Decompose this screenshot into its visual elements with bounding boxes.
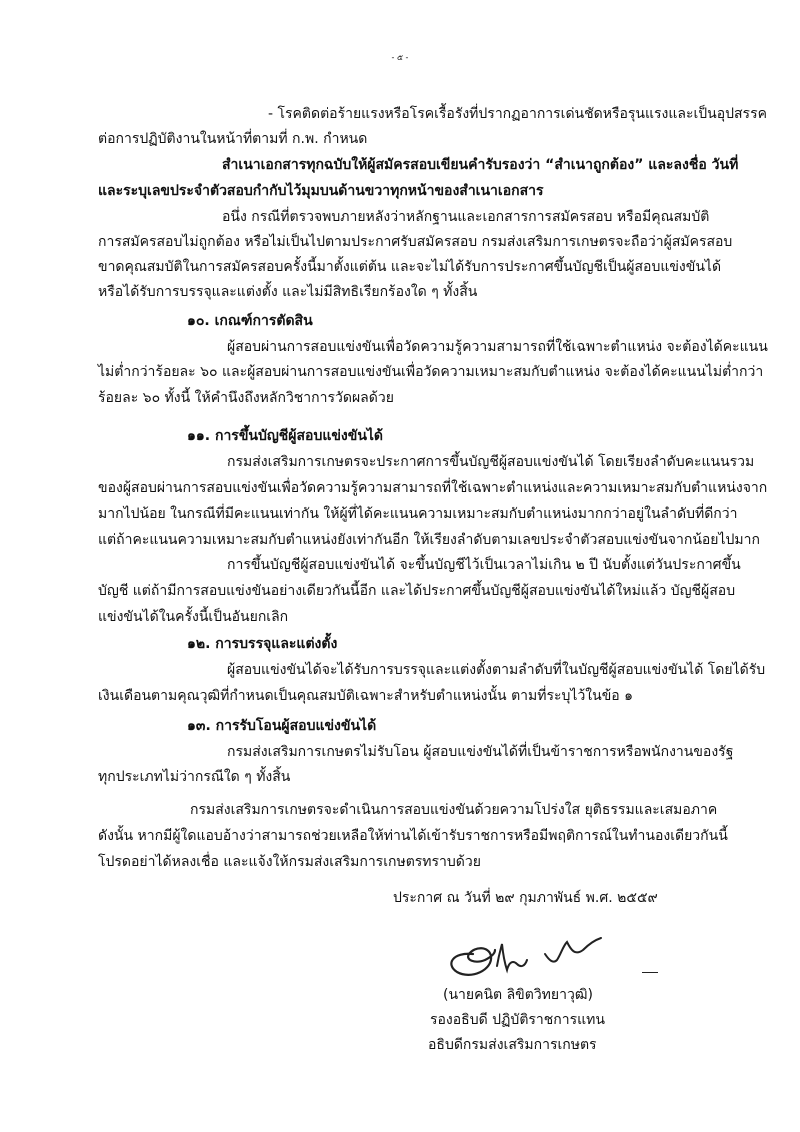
text-line: ต่อการปฏิบัติงานในหน้าที่ตามที่ ก.พ. กำหนด bbox=[98, 131, 368, 147]
text-line: กรมส่งเสริมการเกษตรไม่รับโอน ผู้สอบแข่งขันได้ที่เป็นข้าราชการหรือพนักงานของรัฐ bbox=[227, 744, 734, 760]
text-line: มากไปน้อย ในกรณีที่มีคะแนนเท่ากัน ให้ผู้ที่ได้คะแนนความเหมาะสมกับตำแหน่งมากกว่าอยู่ในลำดับที่ดีกว่า bbox=[98, 506, 738, 522]
text-line: แข่งขันได้ในครั้งนี้เป็นอันยกเลิก bbox=[98, 609, 289, 625]
signatory-organization: อธิบดีกรมส่งเสริมการเกษตร bbox=[428, 1037, 597, 1053]
text-line: ผู้สอบแข่งขันได้จะได้รับการบรรจุและแต่งตั้งตามลำดับที่ในบัญชีผู้สอบแข่งขันได้ โดยได้รับ bbox=[227, 662, 766, 678]
text-line: อนึ่ง กรณีที่ตรวจพบภายหลังว่าหลักฐานและเอกสารการสมัครสอบ หรือมีคุณสมบัติ bbox=[222, 209, 710, 225]
text-line: ผู้สอบผ่านการสอบแข่งขันเพื่อวัดความรู้ความสามารถที่ใช้เฉพาะตำแหน่ง จะต้องได้คะแนน bbox=[227, 339, 768, 355]
section-heading-10: ๑๐. เกณฑ์การตัดสิน bbox=[187, 313, 313, 329]
signature-underline bbox=[642, 972, 658, 973]
text-line: หรือได้รับการบรรจุและแต่งตั้ง และไม่มีสิทธิเรียกร้องใด ๆ ทั้งสิ้น bbox=[98, 284, 478, 300]
text-line: ของผู้สอบผ่านการสอบแข่งขันเพื่อวัดความรู้ความสามารถที่ใช้เฉพาะตำแหน่งและความเหมาะสมกับตำแหน่งจาก bbox=[98, 480, 768, 496]
text-line: กรมส่งเสริมการเกษตรจะดำเนินการสอบแข่งขันด้วยความโปร่งใส ยุติธรรมและเสมอภาค bbox=[190, 802, 718, 818]
bold-text-line: สำเนาเอกสารทุกฉบับให้ผู้สมัครสอบเขียนคำรับรองว่า “สำเนาถูกต้อง” และลงชื่อ วันที่ bbox=[222, 157, 739, 173]
text-line: การขึ้นบัญชีผู้สอบแข่งขันได้ จะขึ้นบัญชีไว้เป็นเวลาไม่เกิน ๒ ปี นับตั้งแต่วันประกาศขึ้น bbox=[227, 557, 741, 573]
text-line: ดังนั้น หากมีผู้ใดแอบอ้างว่าสามารถช่วยเหลือให้ท่านได้เข้ารับราชการหรือมีพฤติการณ์ในทำนองเดียวกันนี้ bbox=[98, 828, 728, 844]
signatory-title: รองอธิบดี ปฏิบัติราชการแทน bbox=[430, 1012, 605, 1028]
text-line: กรมส่งเสริมการเกษตรจะประกาศการขึ้นบัญชีผู้สอบแข่งขันได้ โดยเรียงลำดับคะแนนรวม bbox=[227, 454, 755, 470]
handwritten-signature bbox=[435, 920, 625, 982]
text-line: ไม่ต่ำกว่าร้อยละ ๖๐ และผู้สอบผ่านการสอบแข่งขันเพื่อวัดความเหมาะสมกับตำแหน่ง จะต้องได้คะแนนไม่ต่ำกว่า bbox=[98, 364, 764, 380]
text-line: ขาดคุณสมบัติในการสมัครสอบครั้งนี้มาตั้งแต่ต้น และจะไม่ได้รับการประกาศขึ้นบัญชีเป็นผู้สอบแข่งขันได้ bbox=[98, 259, 722, 275]
section-heading-12: ๑๒. การบรรจุและแต่งตั้ง bbox=[187, 636, 338, 652]
text-line: การสมัครสอบไม่ถูกต้อง หรือไม่เป็นไปตามประกาศรับสมัครสอบ กรมส่งเสริมการเกษตรจะถือว่าผู้สมัครสอบ bbox=[98, 234, 733, 250]
text-line: - โรคติดต่อร้ายแรงหรือโรคเรื้อรังที่ปรากฏอาการเด่นชัดหรือรุนแรงและเป็นอุปสรรค bbox=[268, 106, 767, 122]
signatory-name: (นายคนิต ลิขิตวิทยาวุฒิ) bbox=[443, 987, 593, 1003]
text-line: แต่ถ้าคะแนนความเหมาะสมกับตำแหน่งยังเท่ากันอีก ให้เรียงลำดับตามเลขประจำตัวสอบแข่งขันจากน้อยไปมาก bbox=[98, 532, 760, 548]
bold-text-line: และระบุเลขประจำตัวสอบกำกับไว้มุมบนด้านขวาทุกหน้าของสำเนาเอกสาร bbox=[98, 183, 544, 199]
section-heading-13: ๑๓. การรับโอนผู้สอบแข่งขันได้ bbox=[187, 718, 377, 734]
text-line: เงินเดือนตามคุณวุฒิที่กำหนดเป็นคุณสมบัติเฉพาะสำหรับตำแหน่งนั้น ตามที่ระบุไว้ในข้อ ๑ bbox=[98, 688, 634, 704]
announcement-date: ประกาศ ณ วันที่ ๒๙ กุมภาพันธ์ พ.ศ. ๒๕๕๙ bbox=[393, 890, 658, 906]
text-line: โปรดอย่าได้หลงเชื่อ และแจ้งให้กรมส่งเสริมการเกษตรทราบด้วย bbox=[98, 854, 481, 870]
text-line: ทุกประเภทไม่ว่ากรณีใด ๆ ทั้งสิ้น bbox=[98, 769, 291, 785]
text-line: บัญชี แต่ถ้ามีการสอบแข่งขันอย่างเดียวกันนี้อีก และได้ประกาศขึ้นบัญชีผู้สอบแข่งขันได้ใหม่แล้ว บัญชีผู้สอบ bbox=[98, 583, 736, 599]
text-line: ร้อยละ ๖๐ ทั้งนี้ ให้คำนึงถึงหลักวิชาการวัดผลด้วย bbox=[98, 390, 394, 406]
page-number: - ๕ - bbox=[391, 53, 409, 62]
section-heading-11: ๑๑. การขึ้นบัญชีผู้สอบแข่งขันได้ bbox=[187, 428, 384, 444]
